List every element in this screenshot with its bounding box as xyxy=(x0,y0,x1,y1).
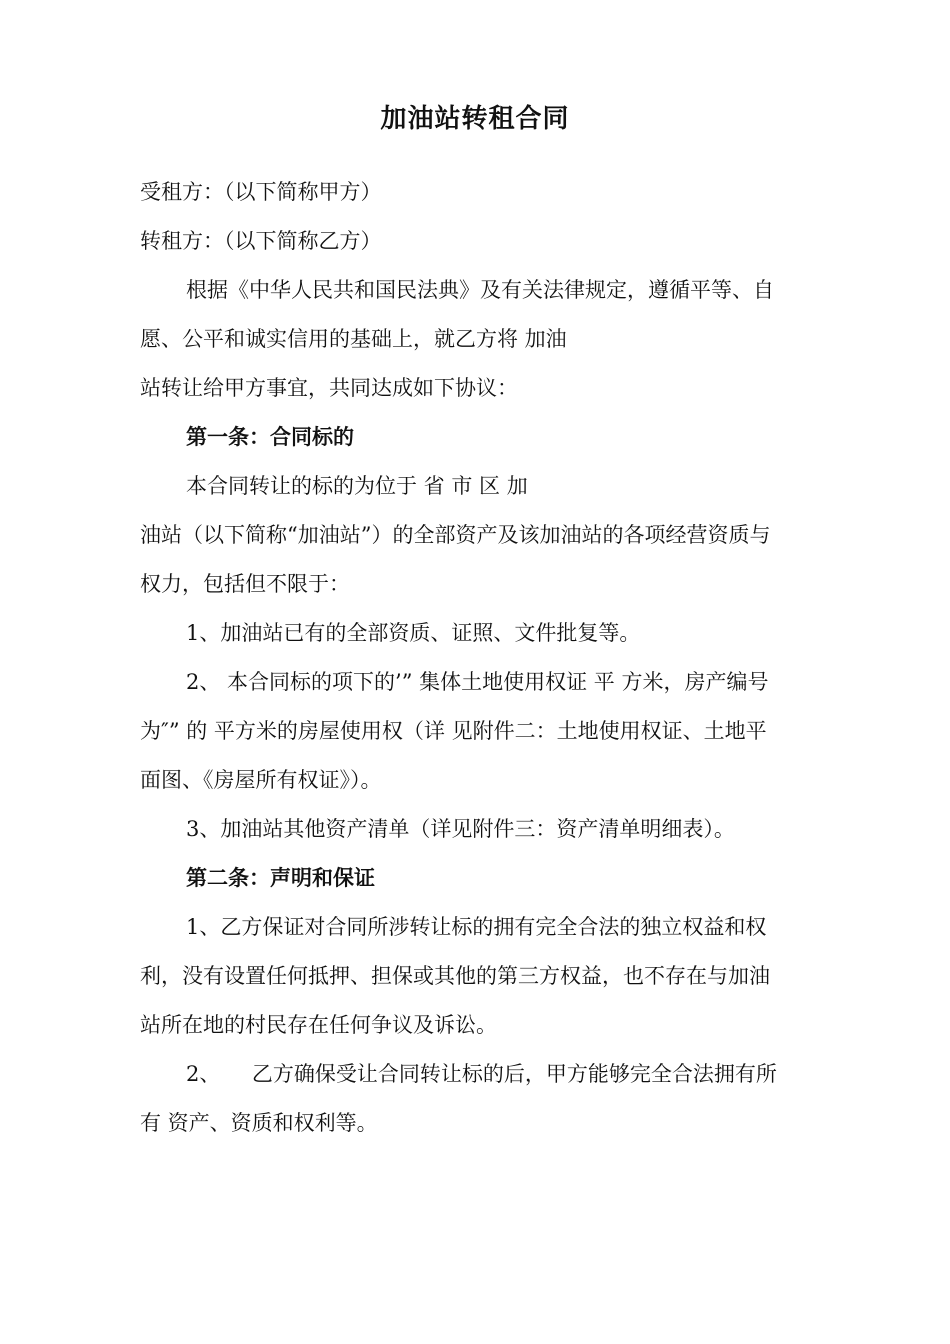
document-body xyxy=(140,168,830,1148)
article-1-item-2-line-3: 面图、《房屋所有权证》）。 xyxy=(140,768,382,792)
article-1-line-1: 本合同转让的标的为位于 省 市 区 加 xyxy=(186,474,528,498)
article-1-heading: 第一条：合同标的 xyxy=(186,425,354,449)
preamble-line-3: 站转让给甲方事宜，共同达成如下协议： xyxy=(140,376,518,400)
article-1-item-1: 1、加油站已有的全部资质、证照、文件批复等。 xyxy=(186,621,641,645)
article-2-heading: 第二条：声明和保证 xyxy=(186,866,375,890)
article-1-line-3: 权力，包括但不限于： xyxy=(140,572,350,596)
party-b-line: 转租方：（以下简称乙方） xyxy=(140,229,382,253)
article-1-line-2: 油站（以下简称“加油站”）的全部资产及该加油站的各项经营资质与 xyxy=(140,523,771,547)
article-1-item-2-line-1: 2、 本合同标的项下的’” 集体土地使用权证 平 方米，房产编号 xyxy=(186,670,769,694)
article-2-item-1-line-3: 站所在地的村民存在任何争议及诉讼。 xyxy=(140,1013,497,1037)
article-2-item-2-line-2: 有 资产、资质和权利等。 xyxy=(140,1111,378,1135)
document-title: 加油站转租合同 xyxy=(380,104,570,134)
article-1-item-2-line-2: 为″” 的 平方米的房屋使用权（详 见附件二：土地使用权证、土地平 xyxy=(140,719,767,743)
article-1-item-3: 3、加油站其他资产清单（详见附件三：资产清单明细表）。 xyxy=(186,817,735,841)
preamble-line-1: 根据《中华人民共和国民法典》及有关法律规定，遵循平等、自 xyxy=(186,278,774,302)
party-a-line: 受租方：（以下简称甲方） xyxy=(140,180,382,204)
article-2-item-2-line-1: 2、 乙方确保受让合同转让标的后，甲方能够完全合法拥有所 xyxy=(186,1062,777,1086)
article-2-item-1-line-2: 利，没有设置任何抵押、担保或其他的第三方权益，也不存在与加油 xyxy=(140,964,770,988)
article-2-item-1-line-1: 1、乙方保证对合同所涉转让标的拥有完全合法的独立权益和权 xyxy=(186,915,767,939)
preamble-line-2: 愿、公平和诚实信用的基础上，就乙方将 加油 xyxy=(140,327,567,351)
